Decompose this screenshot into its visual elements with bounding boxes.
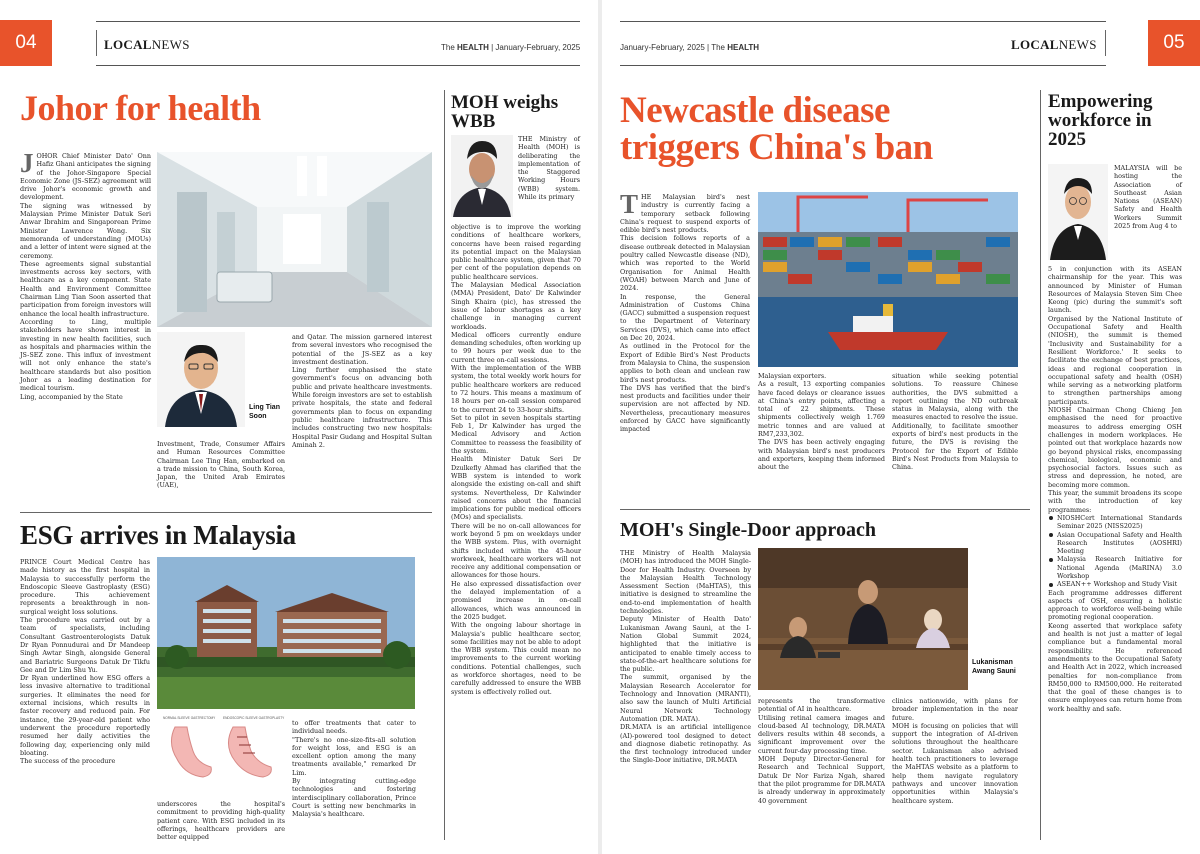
headline-newcastle: Newcastle disease triggers China's ban [620, 90, 933, 168]
newcastle-body-col2: Malaysian exporters. As a result, 13 exporting companies have faced delays or clearance issues at China's entry points, affecting a total of 22 shipments. These shipments collectively weigh 1.769 metric tonnes and are valued at RM7,233,302. The DVS has been actively engaging with Malaysian bird's nest producers and exporters, keeping them informed about the [758, 372, 885, 472]
esg-body-col1: PRINCE Court Medical Centre has made history as the first hospital in Malaysia to successfully perform the Endoscopic Sleeve Gastroplasty (ESG) procedure. This achievement represents a breakthrough in non-surgical weight loss solutions. The procedure was carried out by a team of specialists, including Consultant Gastroenterologists Datuk Dr Ryan Ponnudurai and Dr Mandeep Singh Awtar Singh, alongside General and Bariatric Surgeons Datuk Dr Tikfu Gee and Dr Lim Shu Yu. Dr Ryan underlined how ESG offers a less invasive alternative to traditional surgeries. It eliminates the need for external incisions, which results in faster recovery and reduced pain. For instance, the 29-year-old patient who underwent the procedure reportedly resumed her daily activities the following day, experiencing only mild bloating. The success of the procedure [20, 558, 150, 766]
key-programmes-list [1048, 514, 1182, 589]
list-item: Malaysia Research Initiative for National Agenda (MaRINA) 3.0 Workshop [1048, 555, 1182, 580]
publication-info: January-February, 2025 | The HEALTH [620, 43, 760, 52]
ling-caption: Ling Tian Soon [249, 404, 280, 420]
kalwinder-portrait [451, 135, 513, 217]
moh-wbb-body: objective is to improve the working conditions of healthcare workers, concerns have been raised regarding its potential impact on the Malaysian public healthcare system, given that 70 per cent of the population depends on public healthcare services. The Malaysian Medical Association (MMA) President, Dato' Dr Kalwinder Singh Khaira (pic), has stressed the issue of labour shortages as a key challenge in managing current workloads. Medical officers currently endure demanding schedules, often working up to 99 hours per week due to the current three on-call sessions. With the implementation of the WBB system, the total weekly work hours for public healthcare workers are reduced to 72 hours. This means a maximum of 18 hours per on-call session compared to the current 24 to 33-hour shifts. Set to pilot in seven hospitals starting Feb 1, Dr Kalwinder has urged the Medical Advisory and Action Committee to reassess the feasibility of the system. Health Minister Datuk Seri Dr Dzulkefly Ahmad has clarified that the WBB system is intended to work alongside the existing on-call and shift systems. Nevertheless, Dr Kalwinder raised concerns about the financial implications for public medical officers (MOs) and specialists. There will be no on-call allowances for work beyond 5 pm on weekdays under the WBB system. Plus, with overnight shifts included within the 45-hour workweek, healthcare workers will not receive any additional compensation or allowances for those hours. He also expressed dissatisfaction over the delayed implementation of a promised increase in on-call allowances, which was announced in the 2025 budget. With the ongoing labour shortage in Malaysia's public healthcare sector, some facilities may not be able to adopt the WBB system. This could mean no improvements to the current working conditions. Potential challenges, such as workforce shortages, need to be carefully addressed to ensure the WBB system is effectively rolled out. [451, 223, 581, 696]
newcastle-body-col1: THE Malaysian bird's nest industry is currently facing a temporary setback following China's request to suspend exports of edible bird's nest products. This decision follows reports of a disease outbreak detected in Malaysian poultry called Newcastle disease (ND), which was reported to the World Organisation for Animal Health (WOAH) between March and June of 2024. In response, the General Administration of Customs China (GACC) submitted a suspension request to the Department of Veterinary Services (DVS), which came into effect on Dec 20, 2024. As outlined in the Protocol for the Export of Edible Bird's Nest Products from Malaysia to China, the suspension applies to both clean and unclean raw bird's nest products. The DVS has verified that the bird's nest products and facilities under their supervision are not affected by ND. Nevertheless, precautionary measures enforced by GACC have significantly impacted [620, 189, 750, 434]
newcastle-body-col3: situation while seeking potential solutions. To reassure Chinese authorities, the DVS submitted a report outlining the ND outbreak status in Malaysia, along with the measures enacted to resolve the issue. Additionally, to facilitate smoother exports of bird's nest products in the future, the DVS is revising the Protocol for the Export of Edible Bird's Nest Products from Malaysia to China. [892, 372, 1018, 472]
page-number: 05 [1148, 20, 1200, 66]
moh-wbb-intro: THE Ministry of Health (MOH) is deliberating the implementation of the Staggered Working Hours (WBB) system. While its primary [518, 135, 580, 202]
section-label: LOCALNEWS [104, 37, 190, 52]
esg-body-col3: to offer treatments that cater to individual needs. "There's no one-size-fits-all solution for weight loss, and ESG is an excellent option among the many treatments available," remarked Dr Lim. By integrating cutting-edge technologies and fostering interdisciplinary collaboration, Prince Court is setting new benchmarks in Malaysia's healthcare. [292, 719, 416, 819]
section-label: LOCALNEWS [1011, 37, 1097, 52]
single-door-body-col2: represents the transformative potential of AI in healthcare. Utilising retinal camera images and cloud-based AI technology, DR.MATA delivers results within 48 seconds, a significant improvement over the current four-day processing time. MOH Deputy Director-General for Research and Technical Support, Datuk Dr Nor Fariza Ngah, shared that the pilot programme for DR.MATA is already underway in approximately 40 government [758, 697, 885, 805]
empowering-intro: MALAYSIA will be hosting the Association of Southeast Asian Nations (ASEAN) Safety and Health Workers Summit 2025 from Aug 4 to [1114, 164, 1182, 231]
johor-body-col3: and Qatar. The mission garnered interest from several investors who recognised the potential of the JS-SEZ as a key investment destination. Ling further emphasised the state government's focus on advancing both public and private healthcare investments. While foreign investors are set to establish private hospitals, the state and federal governments plan to focus on expanding public healthcare infrastructure. This includes constructing two new hospitals: Hospital Pasir Gudang and Hospital Sultan Aminah 2. [292, 333, 432, 449]
page-number: 04 [0, 20, 52, 66]
headline-johor: Johor for health [20, 88, 261, 128]
esg-diagram: NORMAL SLEEVE GASTRECTOMY ENDOSCOPIC SLEEVE GASTROPLASTY [157, 713, 285, 795]
hospital-corridor-photo [157, 152, 432, 327]
ling-portrait [157, 332, 245, 427]
parliament-photo [758, 548, 968, 690]
esg-body-col2: underscores the hospital's commitment to providing high-quality patient care. With ESG included in its offerings, healthcare providers are better equipped [157, 800, 285, 842]
lukanisman-caption: Lukanisman Awang Sauni [972, 659, 1016, 675]
headline-moh-wbb: MOH weighs WBB [451, 92, 559, 132]
steven-sim-portrait [1048, 164, 1108, 260]
list-item: Asian Occupational Safety and Health Research Institutes (AOSHRI) Meeting [1048, 531, 1182, 556]
headline-esg: ESG arrives in Malaysia [20, 520, 296, 550]
headline-empowering: Empowering workforce in 2025 [1048, 91, 1153, 150]
headline-single-door: MOH's Single-Door approach [620, 519, 876, 541]
left-page [0, 0, 598, 854]
johor-body-col2: Investment, Trade, Consumer Affairs and Human Resources Committee Chairman Lee Ting Han, embarked on a trade mission to China, South Korea, Japan, the United Arab Emirates (UAE), [157, 440, 285, 490]
list-item: NIOSHCert International Standards Seminar 2025 (NISS2025) [1048, 514, 1182, 531]
single-door-body-col3: clinics nationwide, with plans for broader implementation in the near future. MOH is focusing on policies that will support the integration of AI-driven solutions throughout the healthcare sector. Lukanisman also advised health tech practitioners to leverage the MaHTAS website as a platform to help them navigate regulatory pathways and uncover innovation opportunities within Malaysia's healthcare system. [892, 697, 1018, 805]
right-page [602, 0, 1200, 854]
single-door-body-col1: THE Ministry of Health Malaysia (MOH) has introduced the MOH Single-Door for Health Industry. Overseen by the Malaysian Health Technology Assessment Section (MaHTAS), this initiative is designed to streamline the end-to-end implementation of health technologies. Deputy Minister of Health Dato' Lukanisman Awang Sauni, at the I-Nation Global Summit 2024, highlighted that the initiative is anticipated to enable timely access to state-of-the-art healthcare solutions for the public. The summit, organised by the Malaysian Research Accelerator for Technology and Innovation (MRANTI), also saw the launch of Multi Artificial Neural Network Technology Automation (DR. MATA). DR.MATA is an artificial intelligence (AI)-powered tool designed to detect and diagnose diabetic retinopathy. As the first technology introduced under the Single-Door initiative, DR.MATA [620, 549, 751, 765]
container-port-photo [758, 192, 1018, 367]
empowering-body: 5 in conjunction with its ASEAN chairmanship for the year. This was announced by Minister of Human Resources of Malaysia Steven Sim Chee Keong (pic) during the summit's soft launch. Organised by the National Institute of Occupational Safety and Health (NIOSH), the summit is themed 'Inclusivity and Sustainability for a Resilient Workforce.' It seeks to facilitate the exchange of best practices, ideas and regional cooperation in occupational safety and health (OSH) while serving as a networking platform to strengthen partnerships among participants. NIOSH Chairman Chong Chieng Jen emphasised the need for proactive measures to address emerging OSH challenges in modern workplaces. He pointed out that workplace hazards now go beyond physical risks, encompassing chemical, biological, economic and psychosocial factors. Issues such as stress and depression, he noted, are becoming more common. This year, the summit broadens its scope with the introduction of key programmes: NIOSHCert International Standards Seminar 2025 (NISS2025) Asian Occupational Safety and Health Research Institutes (AOSHRI) Meeting Malaysia Research Initiative for National Agenda (MaRINA) 3.0 Workshop ASEAN++ Workshop and Study Visit Each programme addresses different aspects of OSH, ensuring a holistic approach to workforce well-being while promoting regional cooperation. Keong asserted that workplace safety and health is not just a matter of legal compliance but a fundamental moral responsibility. He referenced amendments to the Occupational Safety and Health Act in 2022, which increased penalties for non-compliance from RM50,000 to RM500,000. He reiterated that the goal of these changes is to ensure employees can return home from work healthy and safe. [1048, 265, 1182, 713]
prince-court-building-photo [157, 557, 415, 709]
list-item: ASEAN++ Workshop and Study Visit [1048, 580, 1182, 588]
johor-body-col1: JOHOR Chief Minister Dato' Onn Hafiz Ghani anticipates the signing of the Johor-Singapore Special Economic Zone (JS-SEZ) agreement will drive Johor's economic growth and development. The signing was witnessed by Malaysian Prime Minister Datuk Seri Anwar Ibrahim and Singaporean Prime Minister Lawrence Wong. Six memoranda of understanding (MOUs) and a letter of intent were signed at the ceremony. These agreements signal substantial investments across key sectors, with healthcare as a key component. State Health and Environment Committee Chairman Ling Tian Soon asserted that participation from foreign investors will enhance the local health infrastructure. According to Ling, multiple stakeholders have shown interest in investing in new health facilities, such as hospitals and pharmacies within the JS-SEZ zone. This influx of investment will not only enhance the state's healthcare standards but also position Johor as a leading destination for medical tourism. Ling, accompanied by the State [20, 148, 151, 401]
publication-info: The HEALTH | January-February, 2025 [441, 43, 581, 52]
